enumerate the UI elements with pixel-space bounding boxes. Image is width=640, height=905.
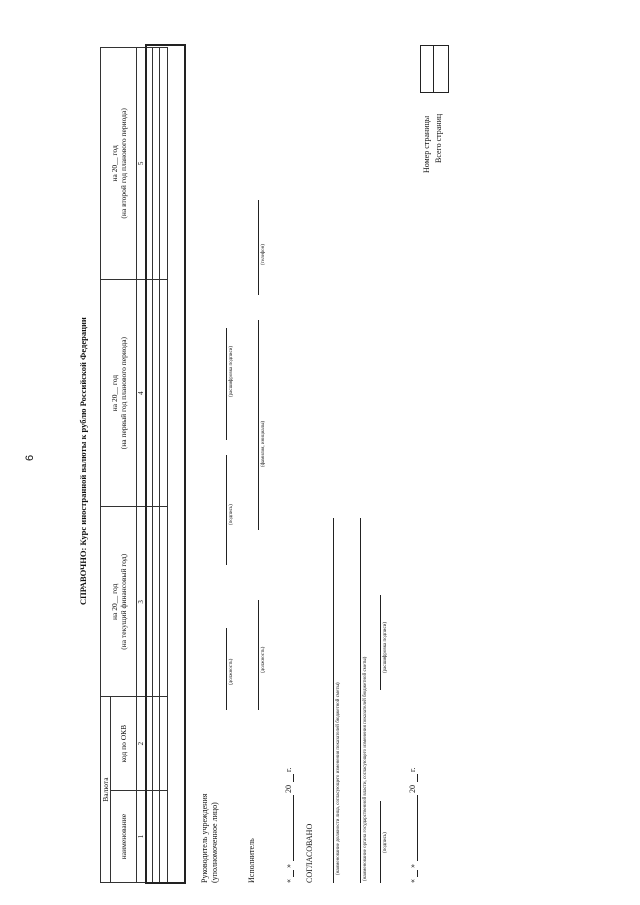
col-number-5: 5 xyxy=(137,48,146,280)
date-year: 20 xyxy=(284,785,293,793)
date2-year: 20 xyxy=(408,785,417,793)
col3-period: (на текущий финансовый год) xyxy=(118,553,128,650)
col4-year: на 20__ год xyxy=(109,374,119,412)
date-month-line xyxy=(293,795,294,861)
col-name-header: наименование xyxy=(111,791,137,883)
date-close-quote: » xyxy=(284,864,293,868)
executor-fio-hint: (фамилия, инициалы) xyxy=(261,420,266,467)
head-label: Руководитель учреждения xyxy=(200,793,209,883)
date2-open-quote: « xyxy=(408,879,417,883)
approver-position-hint: (наименование должности лица, согласующего изменения показателей бюджетной сметы) xyxy=(336,682,341,875)
col4-period: (на первый год планового периода) xyxy=(118,336,128,450)
page-title: СПРАВОЧНО: Курс иностранной валюты к рублю Российской Федерации xyxy=(78,317,88,605)
authority-hint: (наименование органа государственной власти, согласующего изменения показателей бюджетной сметы) xyxy=(363,656,368,881)
executor-label: Исполнитель xyxy=(247,838,256,883)
page-number-label: Номер страницы xyxy=(422,115,431,173)
col3-header xyxy=(101,507,137,697)
approved-label: СОГЛАСОВАНО xyxy=(305,823,314,883)
total-pages-label: Всего страниц xyxy=(434,113,443,163)
page-counter-box xyxy=(420,45,449,93)
data-rows-frame xyxy=(145,44,186,884)
approver-position-line xyxy=(333,518,334,883)
date2-year-line xyxy=(417,774,418,782)
head-position-line xyxy=(226,628,227,710)
col5-period: (на второй год планового периода) xyxy=(118,108,128,219)
executor-position-line xyxy=(258,600,259,710)
head-signature-hint: (подпись) xyxy=(229,504,234,525)
date2-suffix: г. xyxy=(408,767,417,772)
valuta-header: Валюта xyxy=(101,697,111,883)
date2-month-line xyxy=(417,795,418,861)
executor-phone-line xyxy=(258,200,259,295)
date-suffix: г. xyxy=(284,767,293,772)
head-decode-line xyxy=(226,328,227,440)
col5-header xyxy=(101,48,137,280)
page-counter-divider xyxy=(433,46,434,93)
head-signature-line xyxy=(226,455,227,565)
date-year-line xyxy=(293,774,294,782)
authority-line xyxy=(360,518,361,883)
col-number-1: 1 xyxy=(137,791,146,883)
approver-decode-hint: (расшифровка подписи) xyxy=(383,621,388,673)
col-okv-header: код по ОКВ xyxy=(111,697,137,791)
executor-phone-hint: (телефон) xyxy=(261,244,266,265)
head-decode-hint: (расшифровка подписи) xyxy=(229,345,234,397)
head-position-hint: (должность) xyxy=(229,658,234,685)
date2-close-quote: » xyxy=(408,864,417,868)
col-number-3: 3 xyxy=(137,507,146,697)
col3-year: на 20__ год xyxy=(109,583,119,620)
executor-fio-line xyxy=(258,320,259,530)
col-number-4: 4 xyxy=(137,279,146,507)
head-sublabel: (уполномоченное лицо) xyxy=(210,802,219,883)
page-number: 6 xyxy=(24,454,36,461)
approver-signature-hint: (подпись) xyxy=(383,832,388,853)
col4-header xyxy=(101,279,137,507)
approver-signature-line xyxy=(380,801,381,883)
col5-year: на 20__ год xyxy=(109,145,119,182)
executor-position-hint: (должность) xyxy=(261,646,266,673)
approver-decode-line xyxy=(380,595,381,690)
col-number-2: 2 xyxy=(137,697,146,791)
date-day-line xyxy=(293,870,294,877)
date2-day-line xyxy=(417,870,418,877)
date-open-quote: « xyxy=(284,879,293,883)
